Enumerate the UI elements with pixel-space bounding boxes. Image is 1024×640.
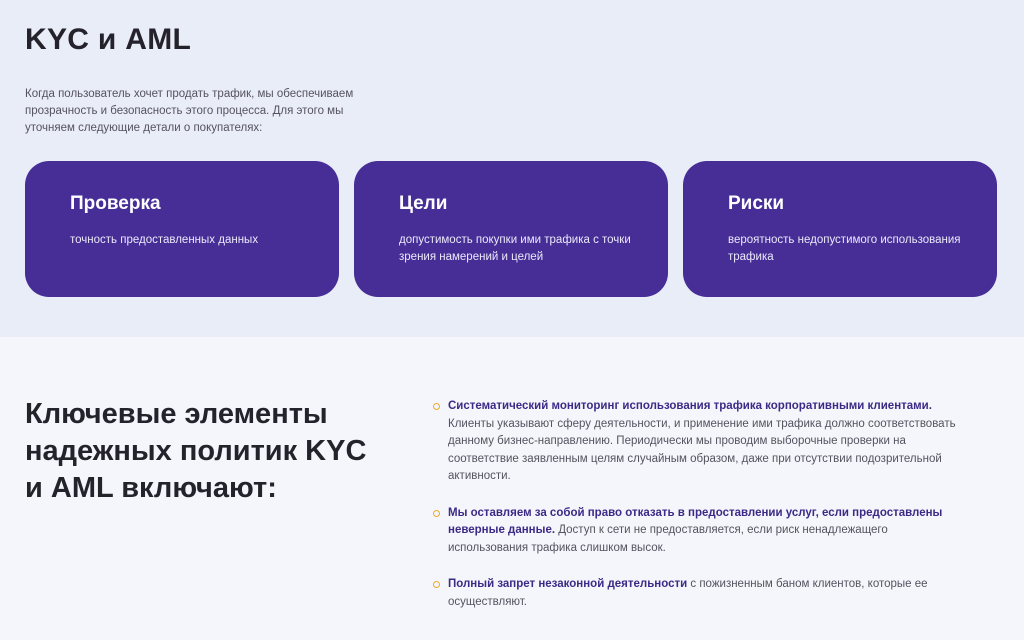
card-goals	[354, 161, 668, 297]
list-item-bold: Полный запрет незаконной деятельности	[448, 578, 688, 590]
card-verification	[25, 161, 339, 297]
kyc-intro-text: Когда пользователь хочет продать трафик, мы обеспечиваем прозрачность и безопасность этого процесса. Для этого мы уточняем следующие детали о покупателях:	[25, 88, 354, 134]
card-title: Проверка	[70, 193, 161, 214]
bullet-circle-icon	[433, 403, 440, 410]
card-risks	[683, 161, 997, 297]
list-item-text: Доступ к сети не предоставляется, если риск ненадлежащего использования трафика слишком высок.	[448, 524, 888, 554]
card-description: точность предоставленных данных	[70, 234, 259, 246]
list-item-bold: Систематический мониторинг использования трафика корпоративными клиентами.	[448, 400, 932, 412]
card-title: Цели	[399, 193, 448, 214]
list-item-text: с пожизненным баном клиентов, которые ее осуществляют.	[448, 578, 928, 608]
list-item-bold: Мы оставляем за собой право отказать в предоставлении услуг, если предоставлены неверные данные.	[448, 506, 943, 536]
policies-heading: Ключевые элементы надежных политик KYC и AML включают:	[25, 398, 367, 504]
card-description: вероятность недопустимого использования трафика	[728, 234, 961, 263]
kyc-heading: KYC и AML	[25, 23, 192, 56]
list-item-text: Клиенты указывают сферу деятельности, и применение ими трафика должно соответствовать данному бизнес-направлению. Периодически мы проводим выборочные проверки на соответствие заявленным целям случайным образом, даже при отсутствии подозрительной активности.	[448, 417, 956, 482]
list-item	[433, 505, 968, 558]
list-item	[433, 576, 968, 611]
policies-list	[433, 398, 968, 611]
card-title: Риски	[728, 193, 785, 214]
bullet-circle-icon	[433, 510, 440, 517]
list-item	[433, 398, 968, 486]
card-description: допустимость покупки ими трафика с точки зрения намерений и целей	[399, 234, 631, 263]
bullet-circle-icon	[433, 581, 440, 588]
